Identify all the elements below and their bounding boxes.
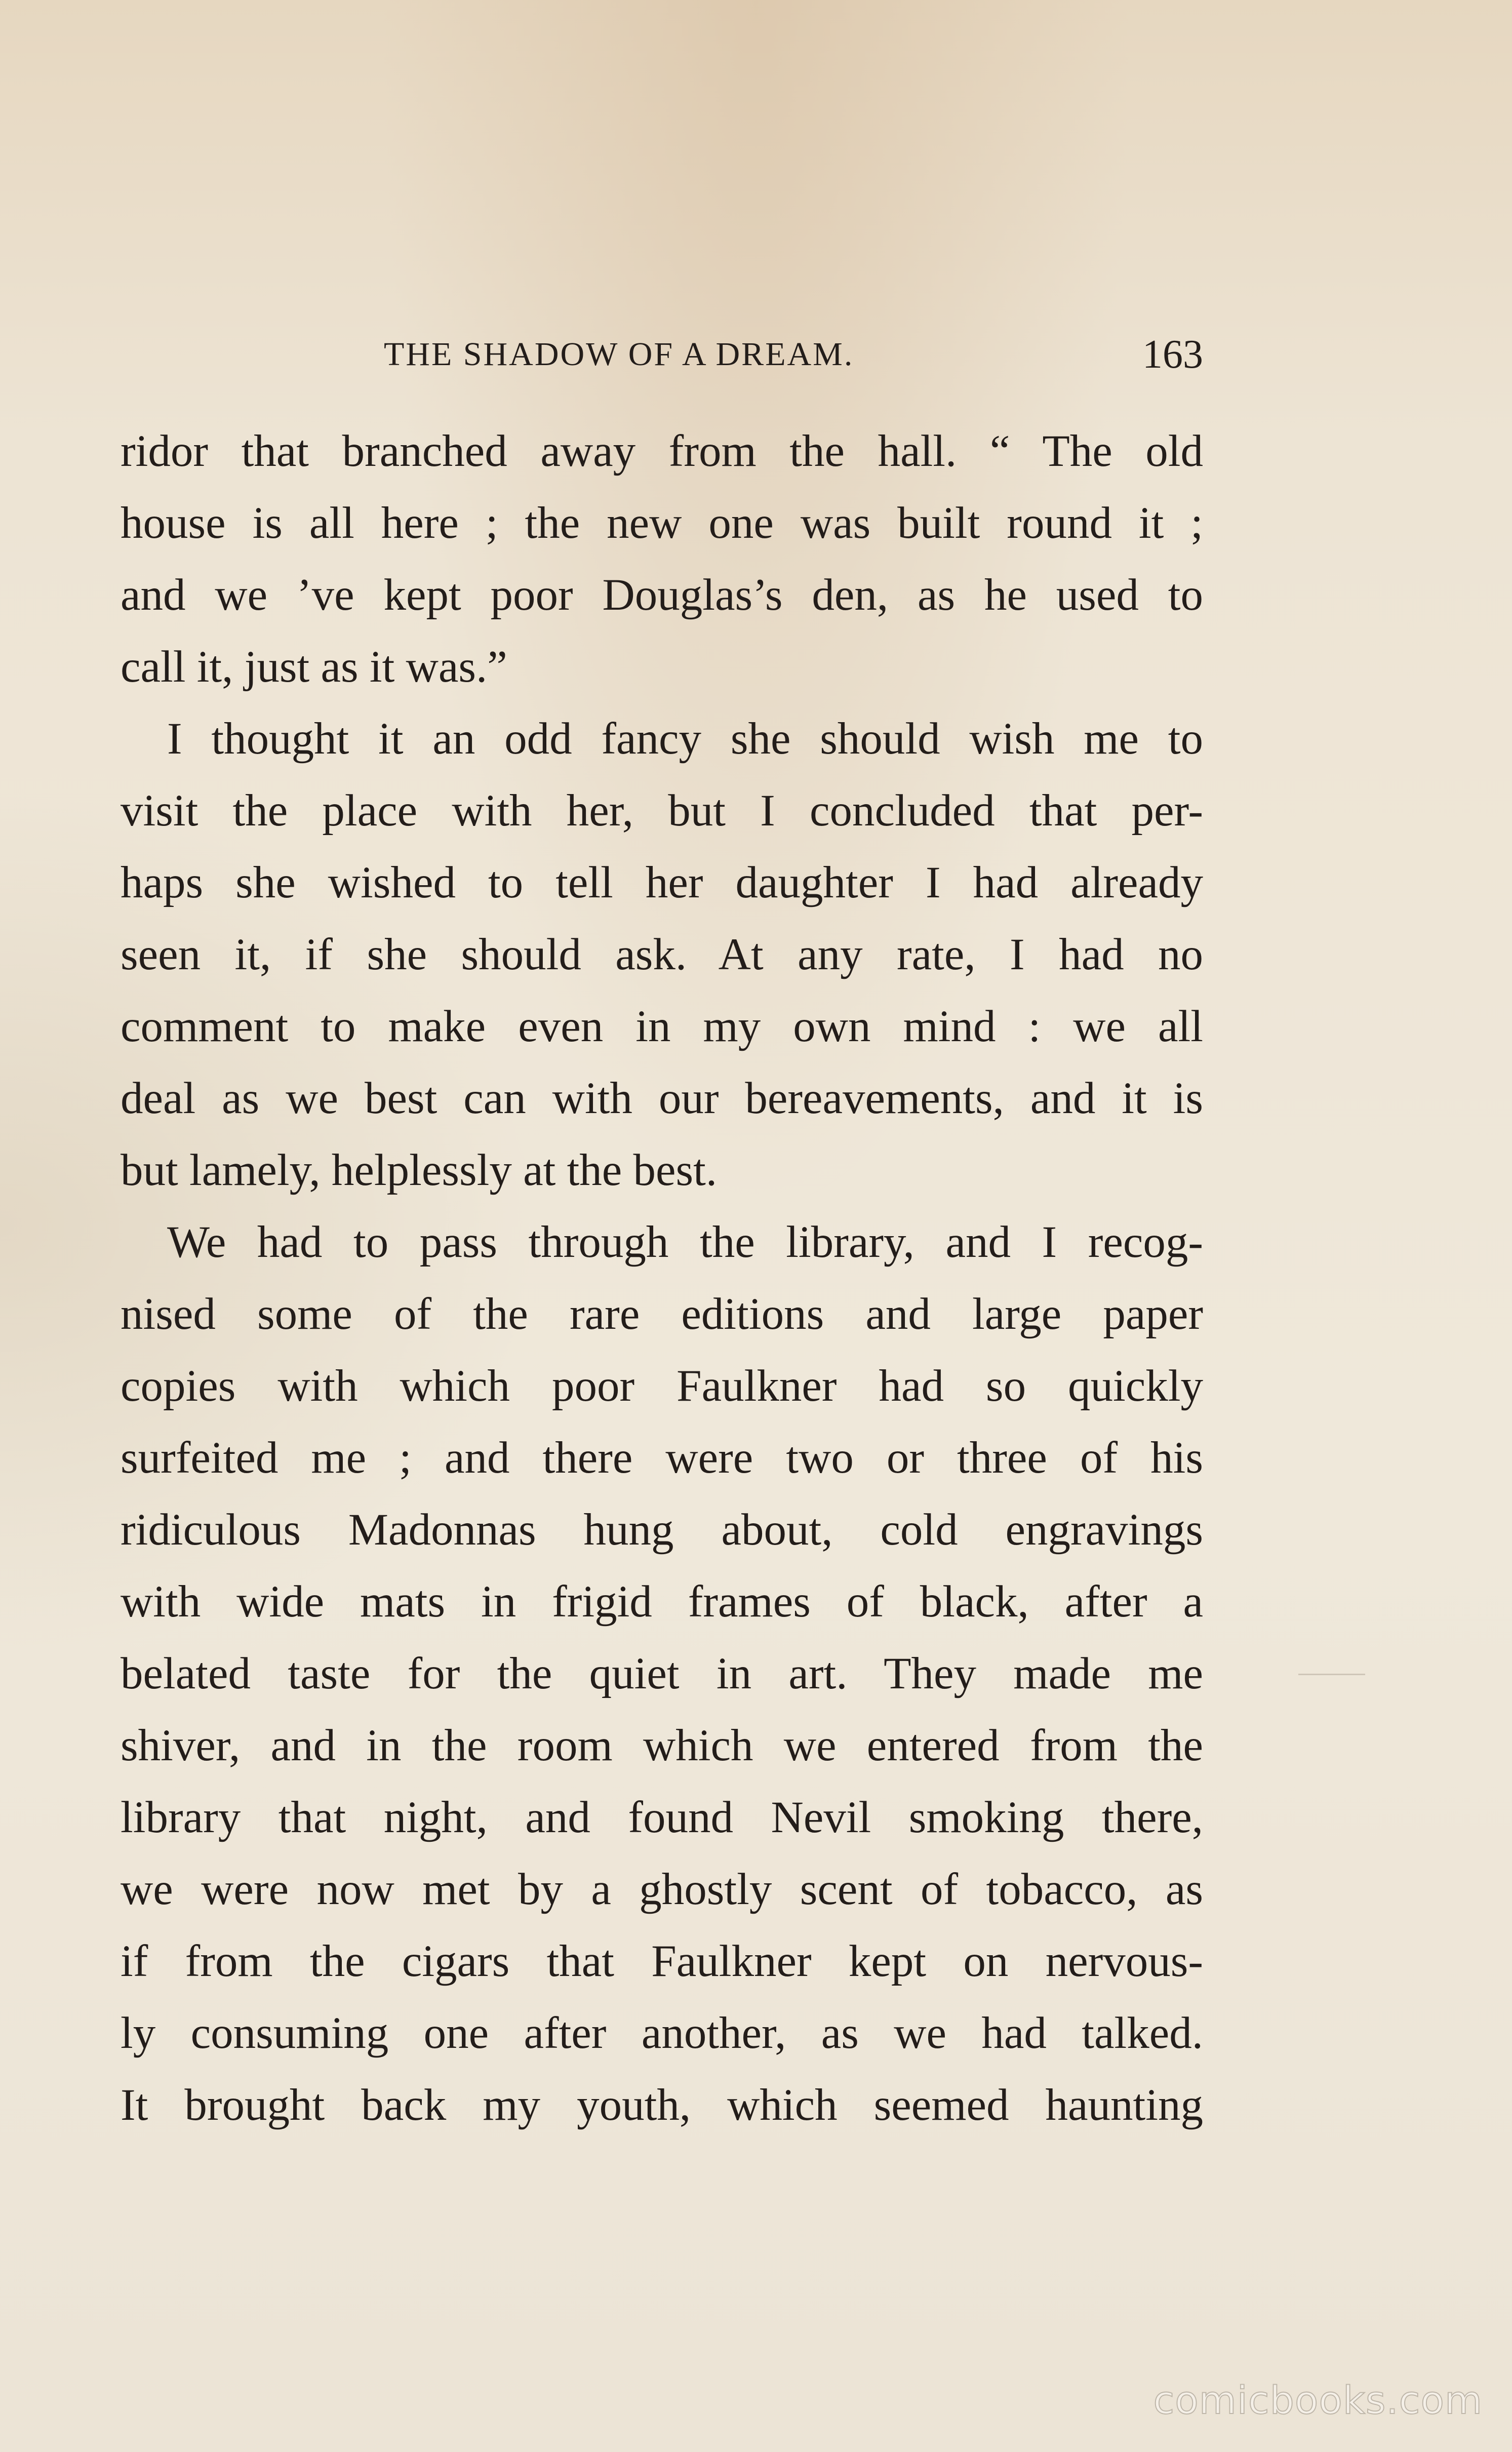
- text-line: but lamely, helplessly at the best.: [121, 1145, 718, 1195]
- text-line: if from the cigars that Faulkner kept on nervous-: [121, 1936, 1203, 1986]
- text-line: we were now met by a ghostly scent of tobacco, as: [121, 1865, 1203, 1914]
- margin-mark: [1298, 1674, 1365, 1675]
- text-line: and we ’ve kept poor Douglas’s den, as he used to: [121, 570, 1203, 620]
- text-line: library that night, and found Nevil smoking there,: [121, 1793, 1203, 1842]
- text-line: ly consuming one after another, as we had talked.: [121, 2008, 1203, 2058]
- text-line: I thought it an odd fancy she should wish me to: [167, 714, 1203, 764]
- text-line: seen it, if she should ask. At any rate, I had no: [121, 930, 1203, 979]
- text-line: comment to make even in my own mind : we all: [121, 1002, 1203, 1051]
- text-line: belated taste for the quiet in art. They made me: [121, 1649, 1203, 1698]
- paragraph-1: [121, 415, 1203, 703]
- text-line: with wide mats in frigid frames of black, after a: [121, 1577, 1203, 1627]
- text-line: copies with which poor Faulkner had so quickly: [121, 1361, 1203, 1411]
- paragraph-2: [121, 703, 1203, 1206]
- watermark: comicbooks.com: [1153, 2378, 1483, 2423]
- text-line: shiver, and in the room which we entered from the: [121, 1721, 1203, 1770]
- page-number: 163: [1142, 332, 1203, 377]
- text-line: house is all here ; the new one was built round it ;: [121, 498, 1203, 548]
- text-line: surfeited me ; and there were two or three of his: [121, 1433, 1203, 1483]
- running-head: [121, 329, 1203, 380]
- text-line: It brought back my youth, which seemed haunting: [121, 2080, 1203, 2130]
- text-line: deal as we best can with our bereavements, and it is: [121, 1074, 1203, 1123]
- body-text: [121, 415, 1203, 2141]
- text-line: visit the place with her, but I concluded that per-: [121, 786, 1203, 836]
- text-line: call it, just as it was.”: [121, 642, 507, 692]
- paragraph-3: [121, 1206, 1203, 2141]
- text-line: haps she wished to tell her daughter I had already: [121, 858, 1203, 907]
- running-title: THE SHADOW OF A DREAM.: [384, 336, 854, 373]
- text-line: ridor that branched away from the hall. “ The old: [121, 426, 1203, 476]
- text-line: nised some of the rare editions and large paper: [121, 1289, 1203, 1339]
- text-line: ridiculous Madonnas hung about, cold engravings: [121, 1505, 1203, 1555]
- text-line: We had to pass through the library, and I recog-: [167, 1217, 1203, 1267]
